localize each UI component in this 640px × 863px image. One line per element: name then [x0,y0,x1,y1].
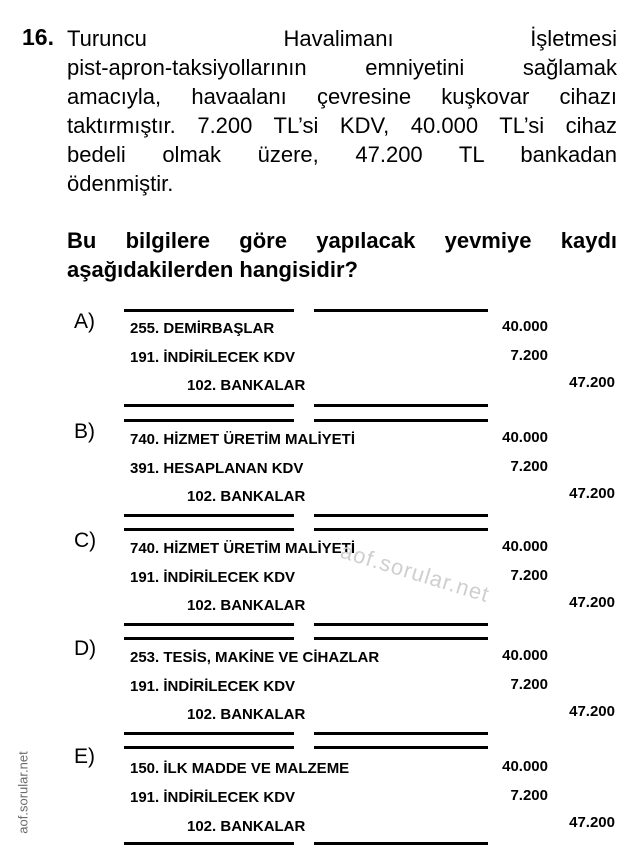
journal-rule [124,746,294,749]
debit-account: 740. HİZMET ÜRETİM MALİYETİ [130,540,356,557]
journal-rule [124,309,294,312]
journal-rule [314,746,488,749]
question-line: taktırmıştır. 7.200 TL’si KDV, 40.000 TL’si cihaz [67,113,617,138]
debit-amount: 7.200 [510,787,548,804]
question-line: ödenmiştir. [67,171,174,196]
debit-amount: 40.000 [502,429,548,446]
debit-amount: 7.200 [510,347,548,364]
option-letter: D) [74,637,97,660]
watermark-text: aof.sorular.net [337,538,493,608]
credit-account: 102. BANKALAR [187,818,306,835]
question-line: bedeli olmak üzere, 47.200 TL bankadan [67,142,617,167]
journal-rule [314,623,488,626]
journal-rule [314,404,488,407]
debit-amount: 7.200 [510,676,548,693]
question-line: amacıyla, havaalanı çevresine kuşkovar cihazı [67,84,617,109]
journal-rule [124,528,294,531]
journal-rule [124,732,294,735]
credit-amount: 47.200 [569,703,615,720]
debit-account: 191. İNDİRİLECEK KDV [130,678,296,695]
prompt-line: aşağıdakilerden hangisidir? [67,257,358,282]
credit-account: 102. BANKALAR [187,597,306,614]
credit-amount: 47.200 [569,485,615,502]
journal-rule [124,404,294,407]
debit-account: 253. TESİS, MAKİNE VE CİHAZLAR [130,649,380,666]
debit-account: 740. HİZMET ÜRETİM MALİYETİ [130,431,356,448]
journal-rule [314,528,488,531]
debit-account: 191. İNDİRİLECEK KDV [130,569,296,586]
debit-amount: 7.200 [510,458,548,475]
debit-amount: 40.000 [502,647,548,664]
credit-amount: 47.200 [569,594,615,611]
debit-account: 191. İNDİRİLECEK KDV [130,349,296,366]
debit-account: 150. İLK MADDE VE MALZEME [130,760,350,777]
question-number: 16. [22,24,54,50]
journal-rule [314,309,488,312]
journal-rule [314,842,488,845]
debit-amount: 40.000 [502,538,548,555]
option-letter: A) [74,310,95,333]
journal-rule [124,842,294,845]
question-line: pist-apron-taksiyollarının emniyetini sağlamak [67,55,617,80]
credit-account: 102. BANKALAR [187,488,306,505]
journal-rule [314,514,488,517]
journal-rule [124,514,294,517]
question-line: Turuncu Havalimanı İşletmesi [67,26,617,51]
debit-account: 255. DEMİRBAŞLAR [130,320,275,337]
journal-rule [314,732,488,735]
option-letter: B) [74,420,95,443]
credit-account: 102. BANKALAR [187,377,306,394]
journal-rule [124,637,294,640]
credit-account: 102. BANKALAR [187,706,306,723]
debit-account: 191. İNDİRİLECEK KDV [130,789,296,806]
journal-rule [124,623,294,626]
option-letter: C) [74,529,97,552]
prompt-line: Bu bilgilere göre yapılacak yevmiye kaydı [67,228,617,253]
option-letter: E) [74,745,95,768]
journal-rule [314,637,488,640]
debit-amount: 40.000 [502,758,548,775]
credit-amount: 47.200 [569,814,615,831]
journal-rule [124,419,294,422]
credit-amount: 47.200 [569,374,615,391]
debit-account: 391. HESAPLANAN KDV [130,460,304,477]
debit-amount: 40.000 [502,318,548,335]
debit-amount: 7.200 [510,567,548,584]
side-watermark-text: aof.sorular.net [15,751,31,834]
journal-rule [314,419,488,422]
